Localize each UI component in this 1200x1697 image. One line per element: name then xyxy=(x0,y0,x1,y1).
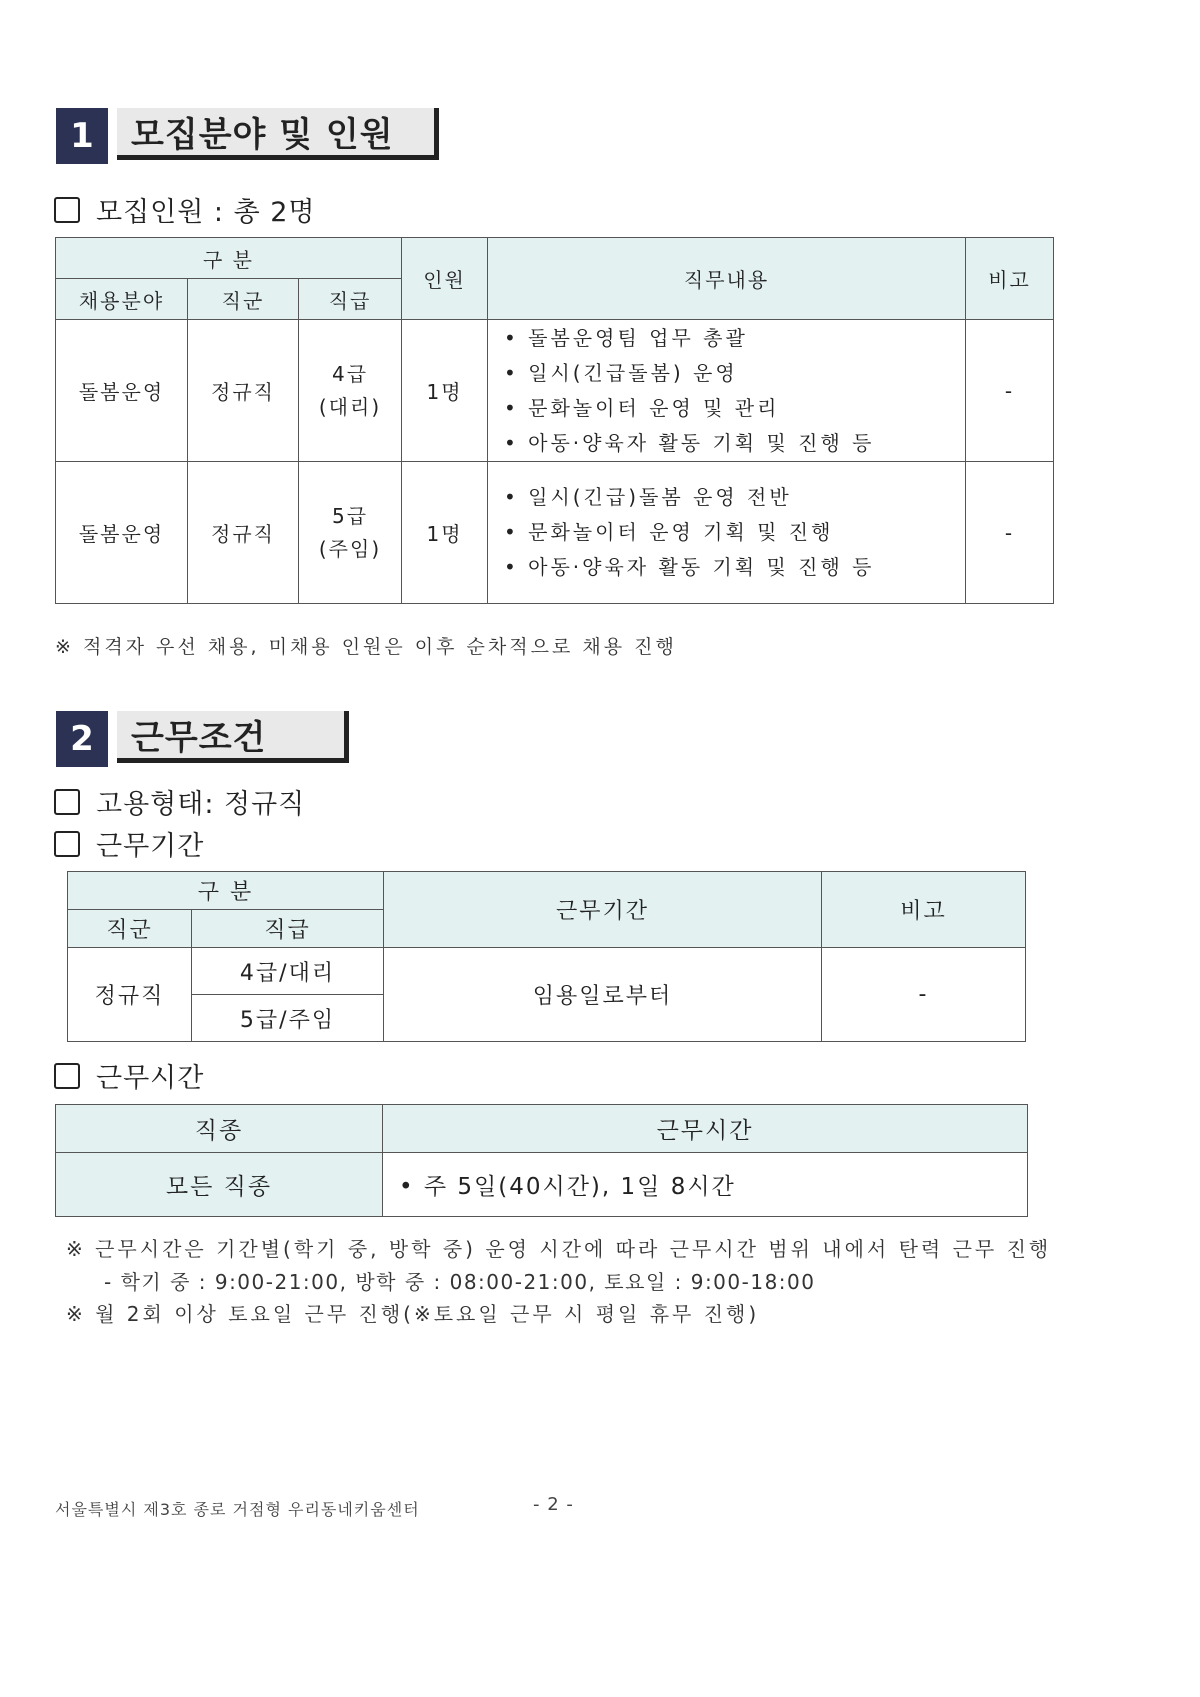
header-count: 인원 xyxy=(402,238,488,320)
work-hours-line xyxy=(54,1056,204,1095)
grade-text: 5급 xyxy=(331,503,369,528)
hours-note-3: ※ 월 2회 이상 토요일 근무 진행(※토요일 근무 시 평일 휴무 진행) xyxy=(66,1302,760,1326)
recruit-note: ※ 적격자 우선 채용, 미채용 인원은 이후 순차적으로 채용 진행 xyxy=(55,636,677,658)
duty-item: • 아동·양육자 활동 기획 및 진행 등 xyxy=(504,550,965,585)
cell-job-group: 정규직 xyxy=(188,462,299,604)
work-hours-table xyxy=(55,1104,1028,1217)
header-note: 비고 xyxy=(822,872,1026,948)
grade-text: 4급 xyxy=(331,361,369,386)
table-row xyxy=(56,462,1054,604)
duty-item: • 일시(긴급)돌봄 운영 전반 xyxy=(504,480,965,515)
cell-field: 돌봄운영 xyxy=(56,462,188,604)
header-grade: 직급 xyxy=(299,279,402,320)
cell-grade xyxy=(299,320,402,462)
cell-job-group: 정규직 xyxy=(68,948,192,1042)
work-period-table xyxy=(67,871,1026,1042)
cell-note: - xyxy=(966,462,1054,604)
header-note: 비고 xyxy=(966,238,1054,320)
header-job-type: 직종 xyxy=(56,1105,383,1153)
checkbox-icon xyxy=(54,831,80,857)
employment-type-line xyxy=(54,782,305,821)
table-row xyxy=(56,320,1054,462)
hours-note-2: - 학기 중 : 9:00-21:00, 방학 중 : 08:00-21:00, 토요일 : 9:00-18:00 xyxy=(104,1270,816,1294)
checkbox-icon xyxy=(54,1063,80,1089)
duty-item: • 돌봄운영팀 업무 총괄 xyxy=(504,321,965,356)
cell-job-group: 정규직 xyxy=(188,320,299,462)
duty-item: • 일시(긴급돌봄) 운영 xyxy=(504,356,965,391)
checkbox-icon xyxy=(54,197,80,223)
footer-org: 서울특별시 제3호 종로 거점형 우리동네키움센터 xyxy=(55,1500,420,1519)
grade-sub-text: (주임) xyxy=(318,536,382,561)
section-number-1: 1 xyxy=(56,108,108,164)
cell-duty xyxy=(488,320,966,462)
cell-grade: 4급/대리 xyxy=(192,948,384,995)
cell-count: 1명 xyxy=(402,462,488,604)
cell-duty xyxy=(488,462,966,604)
cell-hours: • 주 5일(40시간), 1일 8시간 xyxy=(383,1153,1028,1217)
checkbox-icon xyxy=(54,789,80,815)
duty-item: • 문화놀이터 운영 기획 및 진행 xyxy=(504,515,965,550)
recruit-count-text: 모집인원 : 총 2명 xyxy=(96,197,316,228)
cell-count: 1명 xyxy=(402,320,488,462)
section-title-2: 근무조건 xyxy=(117,711,349,763)
header-grade: 직급 xyxy=(192,910,384,948)
cell-period: 임용일로부터 xyxy=(384,948,822,1042)
header-hours: 근무시간 xyxy=(383,1105,1028,1153)
duty-item: • 문화놀이터 운영 및 관리 xyxy=(504,391,965,426)
section-number-2: 2 xyxy=(56,711,108,767)
header-field: 채용분야 xyxy=(56,279,188,320)
cell-job-type: 모든 직종 xyxy=(56,1153,383,1217)
work-period-line xyxy=(54,824,204,863)
header-group: 구 분 xyxy=(68,872,384,910)
cell-note: - xyxy=(822,948,1026,1042)
header-duty: 직무내용 xyxy=(488,238,966,320)
cell-grade xyxy=(299,462,402,604)
header-job-group: 직군 xyxy=(68,910,192,948)
recruit-count-line xyxy=(54,190,316,229)
work-period-label: 근무기간 xyxy=(96,831,205,862)
page-number: - 2 - xyxy=(533,1494,574,1515)
hours-note-1: ※ 근무시간은 기간별(학기 중, 방학 중) 운영 시간에 따라 근무시간 범위 내에서 탄력 근무 진행 xyxy=(66,1237,1052,1261)
work-hours-label: 근무시간 xyxy=(96,1063,205,1094)
cell-grade: 5급/주임 xyxy=(192,995,384,1042)
duty-item: • 아동·양육자 활동 기획 및 진행 등 xyxy=(504,426,965,461)
recruit-table xyxy=(55,237,1054,604)
header-period: 근무기간 xyxy=(384,872,822,948)
cell-note: - xyxy=(966,320,1054,462)
header-group: 구 분 xyxy=(56,238,402,279)
cell-field: 돌봄운영 xyxy=(56,320,188,462)
header-job-group: 직군 xyxy=(188,279,299,320)
section-title-1: 모집분야 및 인원 xyxy=(117,108,439,160)
grade-sub-text: (대리) xyxy=(318,394,382,419)
employment-type-text: 고용형태: 정규직 xyxy=(96,789,306,820)
